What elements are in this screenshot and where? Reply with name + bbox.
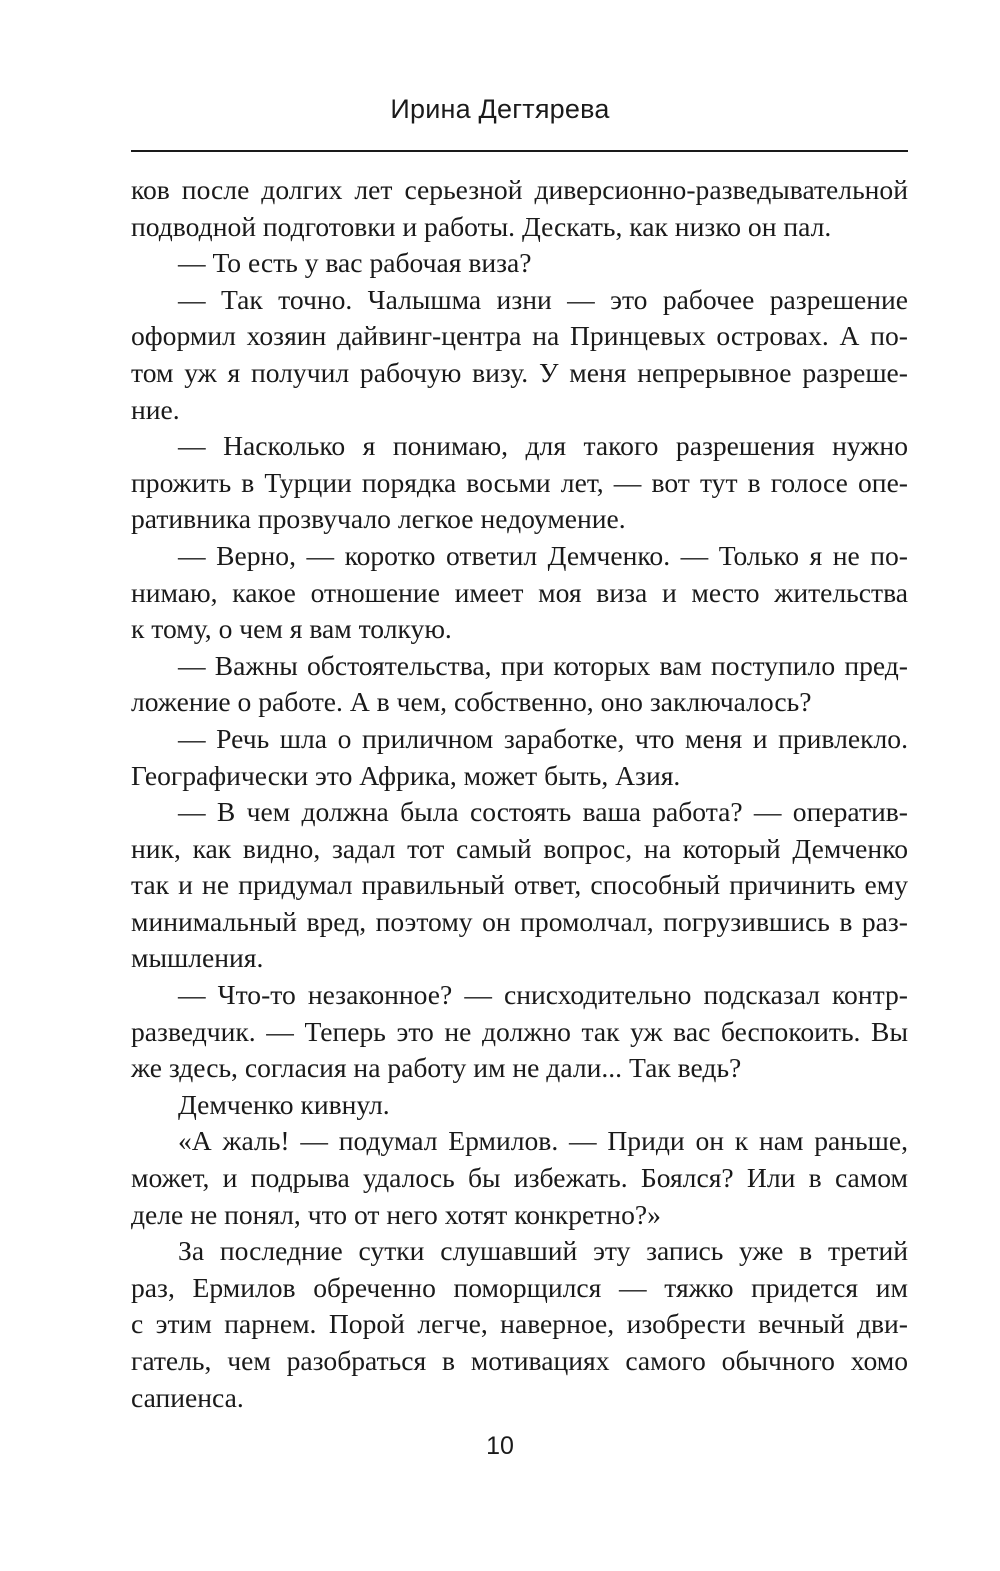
text-line: деле не понял, что от него хотят конкретно?» xyxy=(131,1198,661,1230)
text-line: — Так точно. Чалышма изни — это рабочее разрешение xyxy=(178,283,908,315)
text-line: — Что-то незаконное? — снисходительно подсказал контр- xyxy=(178,979,908,1011)
text-line: — Речь шла о приличном заработке, что меня и привлекло. xyxy=(178,722,908,754)
body-text xyxy=(131,172,908,1416)
text-line: оформил хозяин дайвинг-центра на Принцевых островах. А по- xyxy=(131,320,908,352)
text-line: минимальный вред, поэтому он промолчал, погрузившись в раз- xyxy=(131,905,908,937)
text-line: За последние сутки слушавший эту запись уже в третий xyxy=(178,1235,908,1267)
text-line: разведчик. — Теперь это не должно так уж вас беспокоить. Вы xyxy=(131,1015,908,1047)
text-line: раз, Ермилов обреченно поморщился — тяжко придется им xyxy=(131,1271,908,1303)
text-line: ние. xyxy=(131,393,180,425)
text-line: прожить в Турции порядка восьми лет, — вот тут в голосе опе- xyxy=(131,466,908,498)
text-line: — В чем должна была состоять ваша работа? — оператив- xyxy=(178,796,908,828)
header-rule xyxy=(131,150,908,152)
text-line: нимаю, какое отношение имеет моя виза и место жительства xyxy=(131,576,908,608)
text-line: — Важны обстоятельства, при которых вам поступило пред- xyxy=(178,649,908,681)
text-line: подводной подготовки и работы. Дескать, как низко он пал. xyxy=(131,210,832,242)
text-line: мышления. xyxy=(131,942,264,974)
text-line: — Насколько я понимаю, для такого разрешения нужно xyxy=(178,430,908,462)
text-line: так и не придумал правильный ответ, способный причинить ему xyxy=(131,869,908,901)
text-line: — То есть у вас рабочая виза? xyxy=(178,247,532,279)
text-line: сапиенса. xyxy=(131,1381,244,1413)
text-line: том уж я получил рабочую визу. У меня непрерывное разреше- xyxy=(131,356,908,388)
text-line: ков после долгих лет серьезной диверсионно-разведывательной xyxy=(131,174,908,205)
text-line: ложение о работе. А в чем, собственно, оно заключалось? xyxy=(131,686,812,718)
text-line: может, и подрыва удалось бы избежать. Боялся? Или в самом xyxy=(131,1162,908,1194)
running-head-author: Ирина Дегтярева xyxy=(390,94,610,124)
page-number: 10 xyxy=(486,1432,514,1460)
text-line: Демченко кивнул. xyxy=(178,1088,390,1120)
text-line: гатель, чем разобраться в мотивациях самого обычного хомо xyxy=(131,1345,908,1376)
text-line: ник, как видно, задал тот самый вопрос, на который Демченко xyxy=(131,832,908,864)
text-line: с этим парнем. Порой легче, наверное, изобрести вечный дви- xyxy=(131,1308,908,1340)
text-line: «А жаль! — подумал Ермилов. — Приди он к нам раньше, xyxy=(178,1125,908,1157)
text-line: — Верно, — коротко ответил Демченко. — Только я не по- xyxy=(178,539,908,571)
text-line: к тому, о чем я вам толкую. xyxy=(131,613,452,645)
text-line: ративника прозвучало легкое недоумение. xyxy=(131,503,626,535)
text-line: Географически это Африка, может быть, Азия. xyxy=(131,759,681,791)
text-line: же здесь, согласия на работу им не дали... Так ведь? xyxy=(131,1052,742,1084)
